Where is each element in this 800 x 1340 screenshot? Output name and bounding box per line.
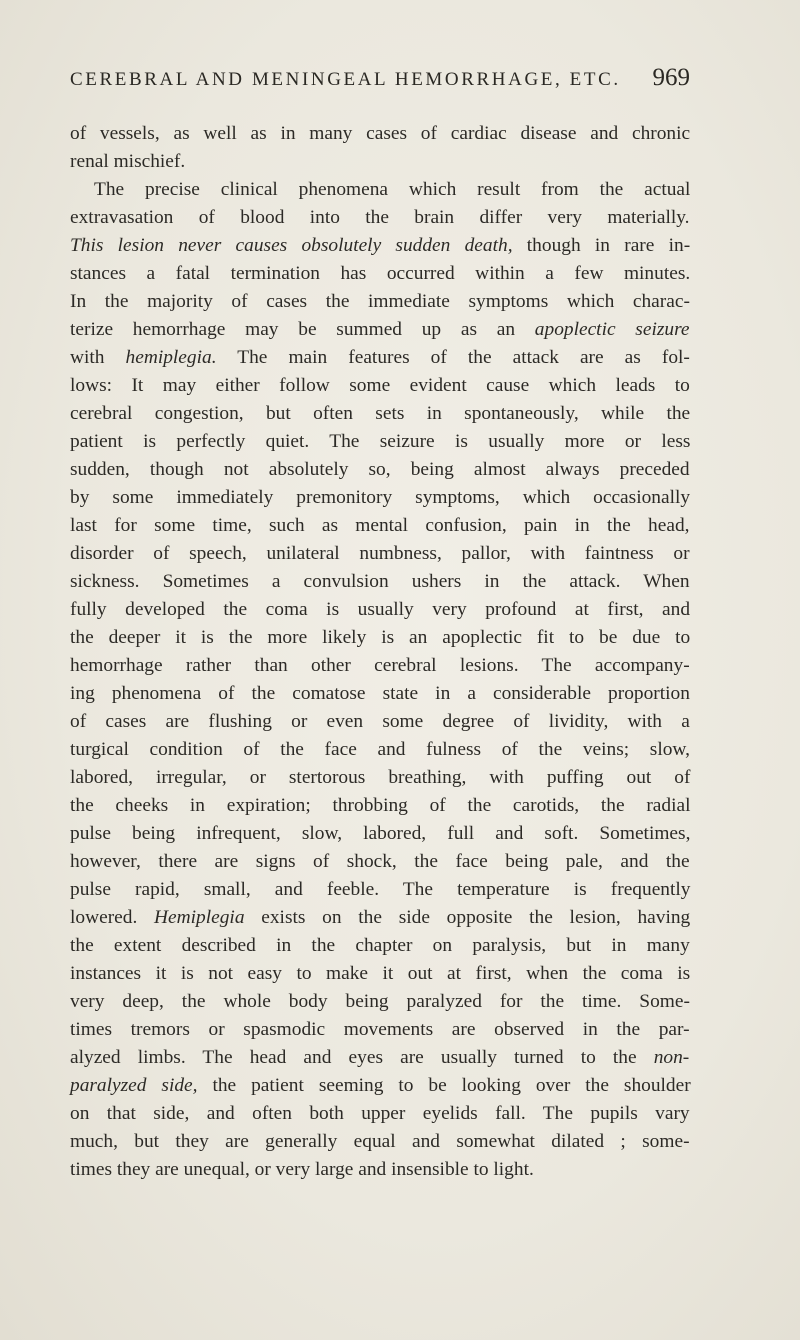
text-segment: labored, irregular, or stertorous breathing, with puffing out of [70, 767, 691, 788]
text-line [70, 1016, 690, 1044]
running-head [70, 64, 690, 92]
text-line [70, 148, 690, 176]
text-line [70, 260, 690, 288]
text-segment: patient is perfectly quiet. The seizure is usually more or less [70, 431, 691, 452]
text-line [70, 624, 690, 652]
text-line [70, 1100, 690, 1128]
text-line [70, 176, 690, 204]
text-line [70, 932, 690, 960]
text-segment: sickness. Sometimes a convulsion ushers in the attack. When [70, 571, 690, 592]
text-segment: cerebral congestion, but often sets in spontaneously, while the [70, 403, 691, 424]
italic-segment: non- [653, 1047, 690, 1068]
text-line [70, 456, 690, 484]
text-line [70, 736, 690, 764]
text-line [70, 988, 690, 1016]
text-line [70, 344, 690, 372]
text-segment: disorder of speech, unilateral numbness, pallor, with faintness or [70, 543, 690, 564]
text-segment: fully developed the coma is usually very profound at first, and [70, 599, 691, 620]
text-segment: exists on the side opposite the lesion, having [244, 907, 691, 928]
text-segment: on that side, and often both upper eyelids fall. The pupils vary [70, 1103, 690, 1124]
text-segment: the deeper it is the more likely is an apoplectic fit to be due to [70, 627, 691, 648]
text-line [70, 596, 690, 624]
body-text [70, 120, 690, 1184]
text-segment: pulse rapid, small, and feeble. The temperature is frequently [70, 879, 691, 900]
text-line [70, 820, 690, 848]
text-segment: last for some time, such as mental confusion, pain in the head, [70, 515, 690, 536]
text-segment: with [70, 347, 126, 368]
text-line [70, 1128, 690, 1156]
text-line [70, 232, 690, 260]
text-segment: In the majority of cases the immediate symptoms which charac- [70, 291, 690, 312]
text-segment: of cases are flushing or even some degree of lividity, with a [70, 711, 690, 732]
text-line [70, 1156, 690, 1184]
text-line [70, 652, 690, 680]
text-segment: though in rare in- [512, 235, 691, 256]
text-segment: The precise clinical phenomena which result from the actual [94, 179, 691, 200]
italic-segment: apoplectic seizure [534, 319, 690, 340]
text-line [70, 792, 690, 820]
text-line [70, 512, 690, 540]
text-segment: times tremors or spasmodic movements are observed in the par- [70, 1019, 690, 1040]
text-segment: sudden, though not absolutely so, being almost always preceded [70, 459, 690, 480]
text-line [70, 316, 690, 344]
page-number: 969 [652, 64, 690, 91]
running-title: CEREBRAL AND MENINGEAL HEMORRHAGE, ETC. [70, 69, 621, 90]
text-segment: terize hemorrhage may be summed up as an [70, 319, 535, 340]
text-segment: renal mischief. [70, 151, 186, 172]
text-segment: instances it is not easy to make it out at first, when the coma is [70, 963, 691, 984]
text-line [70, 204, 690, 232]
italic-segment: hemiplegia. [125, 347, 217, 368]
text-segment: ing phenomena of the comatose state in a considerable proportion [70, 683, 690, 704]
italic-segment: This lesion never causes obsolutely sudden death, [70, 235, 513, 256]
text-line [70, 120, 690, 148]
text-segment: lowered. [70, 907, 155, 928]
text-segment: pulse being infrequent, slow, labored, full and soft. Sometimes, [70, 823, 691, 844]
text-segment: times they are unequal, or very large and insensible to light. [70, 1159, 534, 1180]
text-segment: the patient seeming to be looking over the shoulder [197, 1075, 691, 1096]
text-segment: very deep, the whole body being paralyzed for the time. Some- [70, 991, 690, 1012]
text-segment: turgical condition of the face and fulness of the veins; slow, [70, 739, 691, 760]
text-segment: hemorrhage rather than other cerebral lesions. The accompany- [70, 655, 690, 676]
text-segment: the cheeks in expiration; throbbing of the carotids, the radial [70, 795, 691, 816]
italic-segment: Hemiplegia [154, 907, 245, 928]
text-segment: stances a fatal termination has occurred within a few minutes. [70, 263, 691, 284]
text-line [70, 680, 690, 708]
text-line [70, 540, 690, 568]
text-line [70, 428, 690, 456]
text-segment: the extent described in the chapter on paralysis, but in many [70, 935, 690, 956]
text-segment: extravasation of blood into the brain differ very materially. [70, 207, 690, 228]
text-line [70, 484, 690, 512]
text-line [70, 1044, 690, 1072]
text-segment: lows: It may either follow some evident cause which leads to [70, 375, 690, 396]
text-line [70, 400, 690, 428]
text-line [70, 708, 690, 736]
text-line [70, 288, 690, 316]
text-line [70, 848, 690, 876]
text-segment: much, but they are generally equal and somewhat dilated ; some- [70, 1131, 690, 1152]
text-line [70, 960, 690, 988]
text-segment: however, there are signs of shock, the face being pale, and the [70, 851, 690, 872]
text-line [70, 372, 690, 400]
text-line [70, 904, 690, 932]
text-line [70, 568, 690, 596]
text-line [70, 876, 690, 904]
text-segment: alyzed limbs. The head and eyes are usually turned to the [70, 1047, 654, 1068]
italic-segment: paralyzed side, [70, 1075, 198, 1096]
text-line [70, 764, 690, 792]
text-line [70, 1072, 690, 1100]
text-segment: by some immediately premonitory symptoms, which occasionally [70, 487, 691, 508]
text-segment: The main features of the attack are as fol- [216, 347, 690, 368]
text-segment: of vessels, as well as in many cases of cardiac disease and chronic [70, 123, 691, 144]
